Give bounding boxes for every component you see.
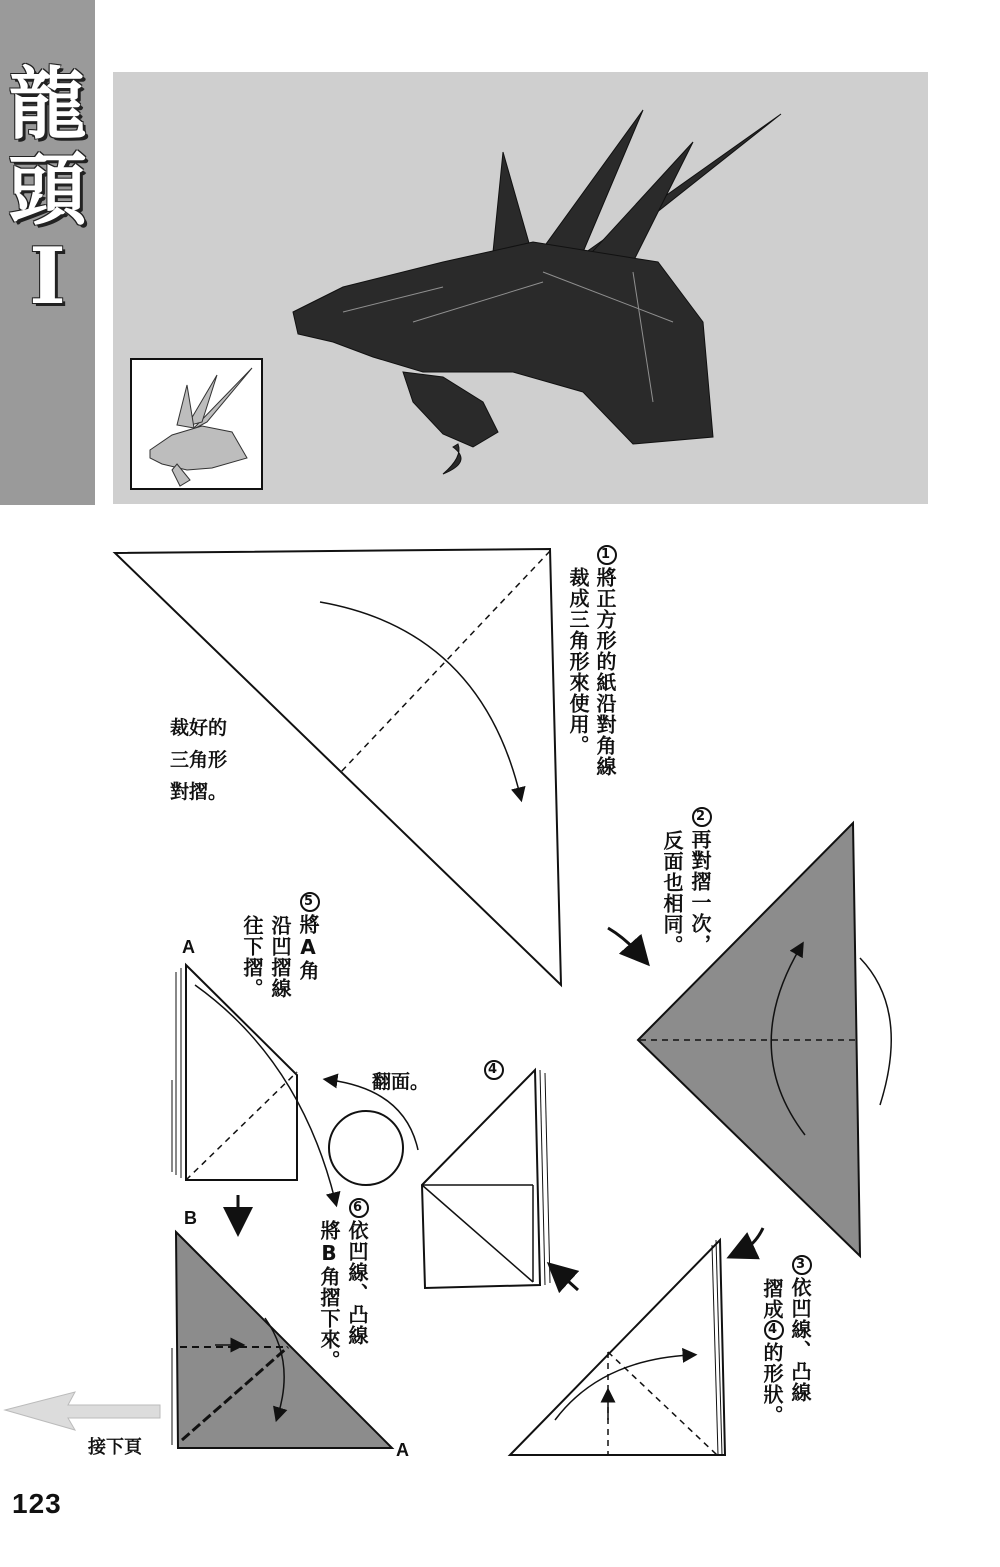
step2-text-col1: 2再對摺一次， [688,809,712,955]
step1-note: 裁好的 三角形 對摺。 [170,717,228,803]
flip-note: 翻面。 [372,1071,430,1093]
next-page-label: 接下頁 [88,1437,142,1458]
next-page-arrow [5,1392,160,1430]
step1-text-col1: 1將正方形的紙沿對角線 [593,547,617,777]
corner-label-a-top: A [182,937,195,957]
page-number: 123 [12,1488,62,1519]
step5-text-col1: 5將A角 [296,894,320,981]
step2-triangle [608,823,891,1256]
step6-text-col2: 將B角摺下來。 [317,1220,341,1371]
step3-text-col1: 3依凹線、凸線 [788,1257,812,1403]
title-char-1: 龍 [8,59,87,150]
step6-number: 6 [349,1198,369,1218]
step5-number: 5 [300,892,320,912]
step4-number: 4 [484,1060,504,1080]
step3-number: 3 [792,1255,812,1275]
step5-text-col3: 往下摺。 [240,915,264,999]
step4-label [480,1060,504,1082]
step1-text-col2: 裁成三角形來使用。 [566,567,590,756]
corner-label-a-bottom: A [396,1440,409,1460]
step5-figure [172,965,335,1222]
corner-label-b: B [184,1208,197,1228]
step1-number: 1 [597,545,617,565]
step3-ref-number: 4 [764,1320,784,1340]
title-char-3: I [29,231,66,322]
step6-text-col1: 6依凹線、凸線 [345,1200,369,1346]
step2-text-col2: 反面也相同。 [660,830,684,956]
step3-text-col2: 摺成4的形狀。 [760,1278,784,1426]
step2-number: 2 [692,807,712,827]
step3-triangle [510,1228,763,1455]
title-char-2: 頭 [8,145,87,236]
step4-figure [422,1070,578,1290]
step5-text-col2: 沿凹摺線 [268,915,292,999]
